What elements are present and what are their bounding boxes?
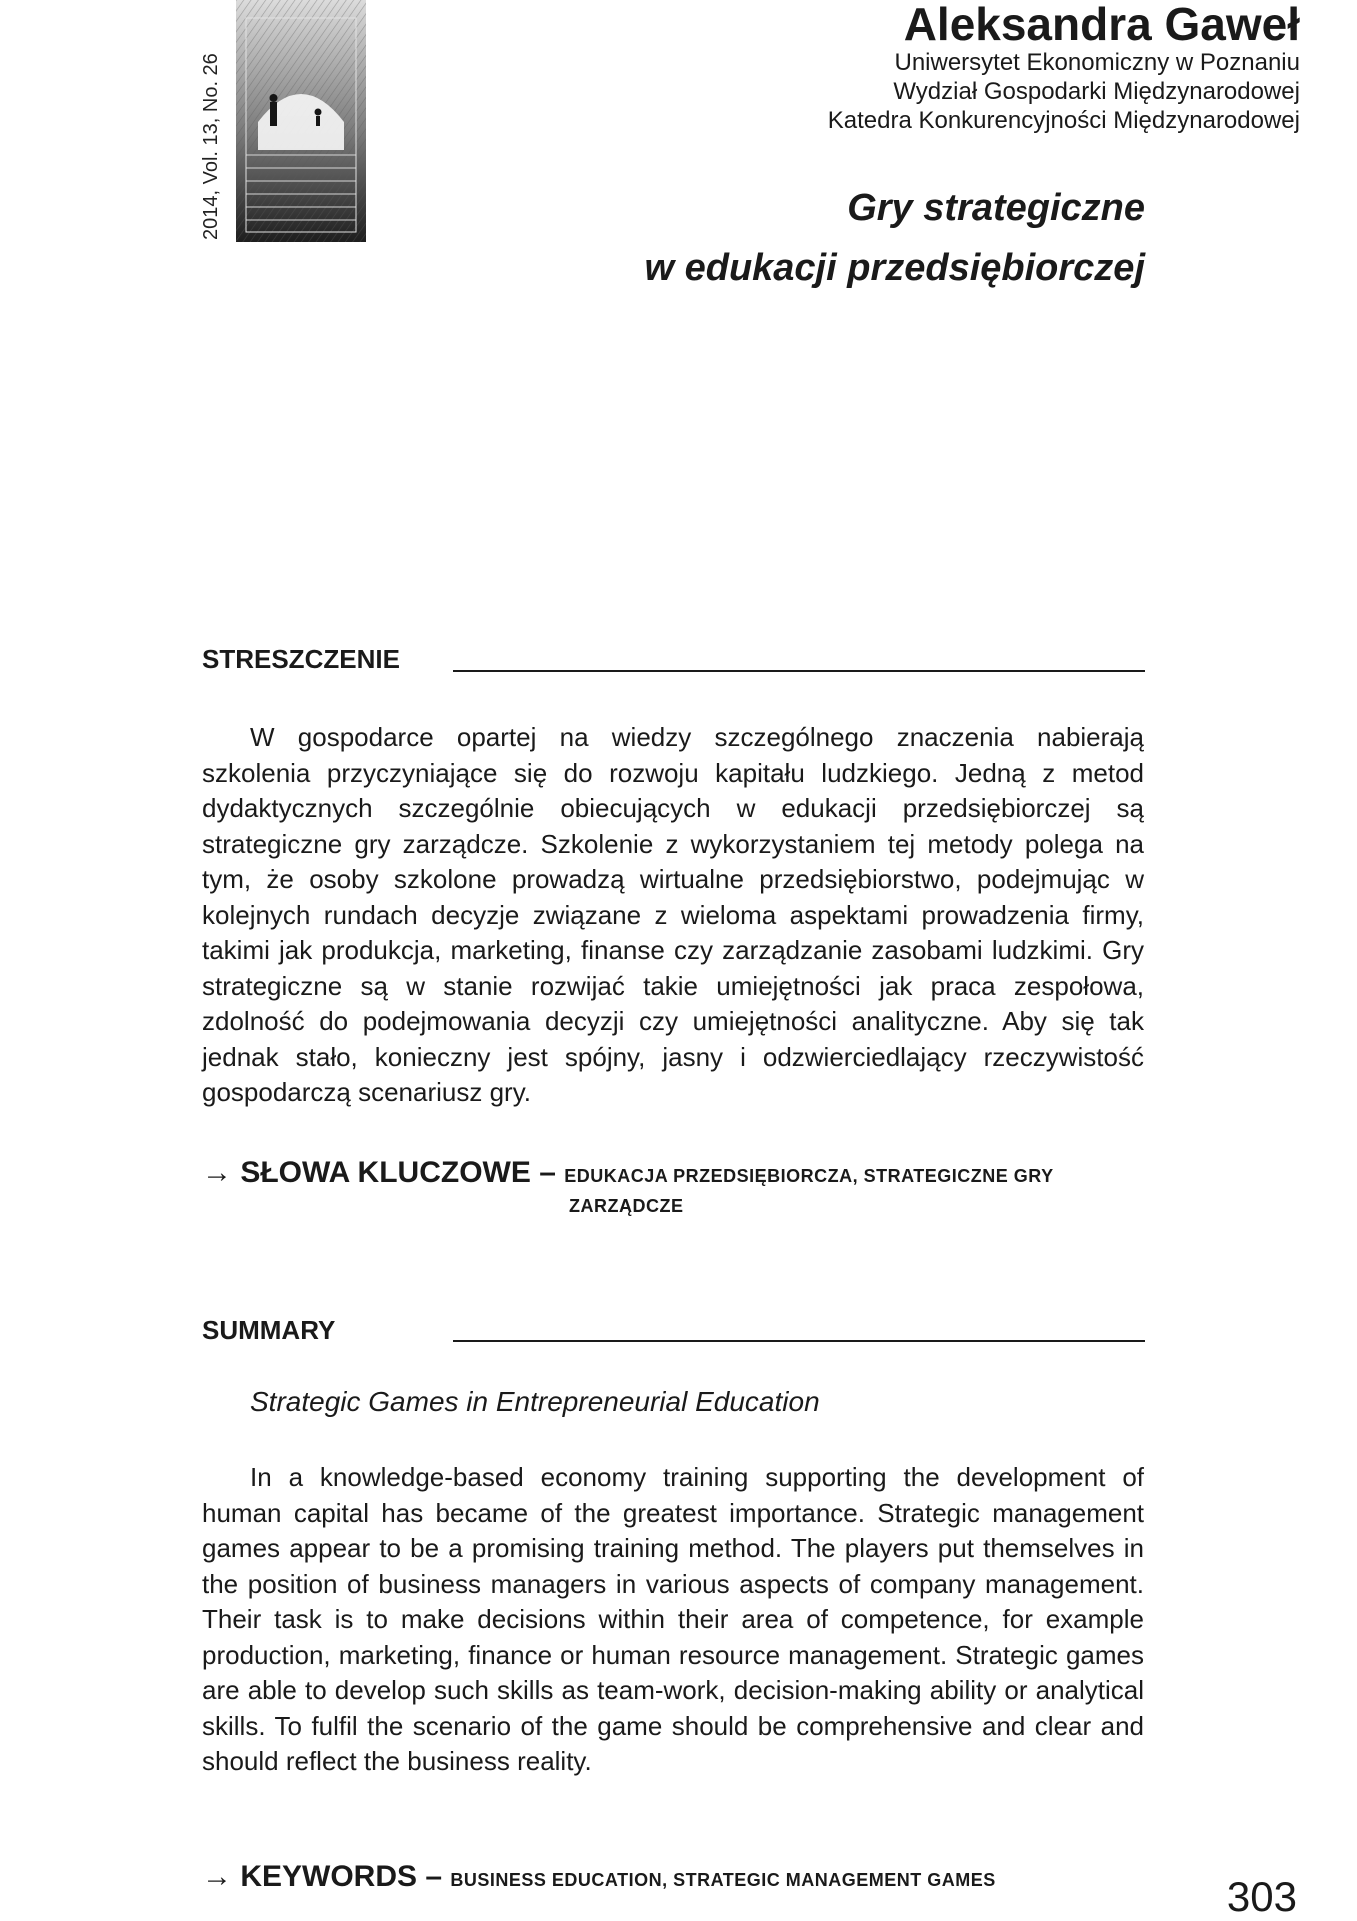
summary-paragraph: In a knowledge-based economy training supporting the development of human capital has became of the greatest importance. Strategic management games appear to be a promising training method. The players put themselves in the position of business managers in various aspects of company management. Their task is to make decisions within their area of competence, for example production, marketing, finance or human resource management. Strategic games are able to develop such skills as team-work, decision-making ability or analytical skills. To fulfil the scenario of the game should be comprehensive and clear and should reflect the business reality. xyxy=(202,1462,1144,1776)
article-title-line-1: Gry strategiczne xyxy=(847,187,1145,229)
page-number: 303 xyxy=(1226,1873,1297,1920)
streszczenie-paragraph: W gospodarce opartej na wiedzy szczególnego znaczenia nabierają szkolenia przyczyniające się do rozwoju kapitału ludzkiego. Jedną z metod dydaktycznych szczególnie obiecujących w edukacji przedsiębiorczej są strategiczne gry zarządcze. Szkolenie z wykorzystaniem tej metody polega na tym, że osoby szkolone prowadzą wirtualne przedsiębiorstwo, podejmując w kolejnych rundach decyzje związane z wieloma aspektami prowadzenia firmy, takimi jak produkcja, marketing, finanse czy zarządzanie zasobami ludzkimi. Gry strategiczne są w stanie rozwijać takie umiejętności jak praca zespołowa, zdolność do podejmowania decyzji czy umiejętności analityczne. Aby się tak jednak stało, konieczny jest spójny, jasny i odzwierciedlający rzeczywistość gospodarczą scenariusz gry. xyxy=(202,722,1144,1107)
slowa-kluczowe-label: SŁOWA KLUCZOWE – xyxy=(240,1156,556,1189)
streszczenie-rule xyxy=(453,670,1145,672)
article-title-line-2: w edukacji przedsiębiorczej xyxy=(644,247,1145,289)
arrow-icon: → xyxy=(202,1156,232,1189)
affiliation-university: Uniwersytet Ekonomiczny w Poznaniu xyxy=(894,49,1300,76)
keywords-label: KEYWORDS – xyxy=(240,1860,443,1893)
summary-subtitle: Strategic Games in Entrepreneurial Education xyxy=(250,1386,820,1417)
summary-rule xyxy=(453,1340,1145,1342)
arrow-icon: → xyxy=(202,1860,232,1893)
affiliation-department: Katedra Konkurencyjności Międzynarodowej xyxy=(827,107,1300,134)
summary-heading: SUMMARY xyxy=(202,1315,336,1345)
keywords-terms: BUSINESS EDUCATION, STRATEGIC MANAGEMENT GAMES xyxy=(450,1870,996,1890)
streszczenie-abstract xyxy=(202,720,1144,1111)
streszczenie-heading: STRESZCZENIE xyxy=(202,644,400,674)
summary-abstract xyxy=(202,1460,1144,1780)
keywords-line xyxy=(202,1860,996,1894)
article-title xyxy=(644,178,1145,298)
journal-cover-illustration xyxy=(236,0,366,242)
author-block xyxy=(828,0,1300,135)
slowa-kluczowe-terms-cont: ZARZĄDCZE xyxy=(569,1196,684,1216)
affiliation-faculty: Wydział Gospodarki Międzynarodowej xyxy=(893,78,1300,105)
slowa-kluczowe-line xyxy=(202,1156,1054,1190)
journal-issue-label: 2014, Vol. 13, No. 26 xyxy=(200,53,222,240)
author-name: Aleksandra Gaweł xyxy=(903,0,1300,50)
slowa-kluczowe-terms: EDUKACJA PRZEDSIĘBIORCZA, STRATEGICZNE GRY xyxy=(564,1166,1054,1186)
